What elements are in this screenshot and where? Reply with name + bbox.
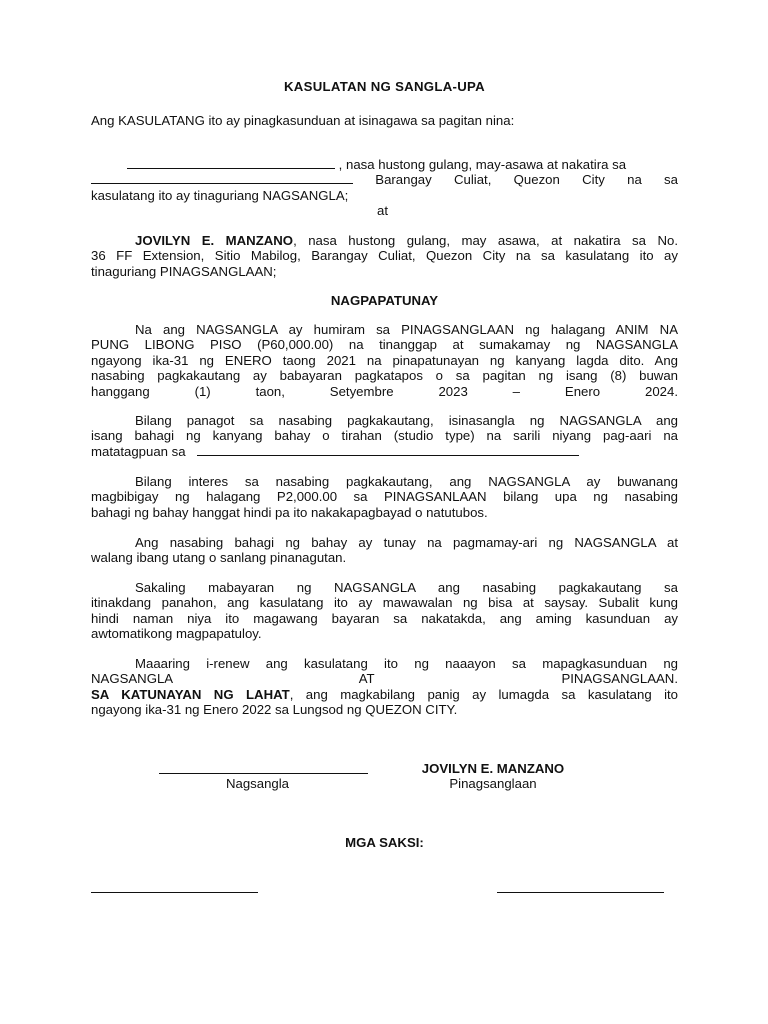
loan-line4: nasabing pagkakautang ay babayaran pagkatapos o sa pagitan ng isang (8) buwan xyxy=(91,368,678,384)
renewal-line4: ngayong ika-31 ng Enero 2022 sa Lungsod ng QUEZON CITY. xyxy=(91,702,458,718)
address-blank-line xyxy=(91,172,353,184)
renewal-paragraph xyxy=(91,656,678,718)
nagsangla-signature-line xyxy=(159,773,368,774)
collateral-line2: isang bahagi ng kanyang bahay o tirahan (studio type) na sarili niyang pag-aari na xyxy=(91,428,678,444)
name-blank-line xyxy=(127,157,335,169)
conjunction-at: at xyxy=(377,203,388,218)
loan-paragraph xyxy=(91,322,678,399)
interest-paragraph xyxy=(91,474,678,520)
party1-paragraph xyxy=(91,157,678,203)
collateral-line1: Bilang panagot sa nasabing pagkakautang, isinasangla ng NAGSANGLA ang xyxy=(135,413,678,428)
loan-line5: hanggang (1) taon, Setyembre 2023 – Enero 2024. xyxy=(91,383,678,399)
interest-line2: magbibigay ng halagang P2,000.00 sa PINAGSANLAAN bilang upa ng nasabing xyxy=(91,489,678,505)
loan-line1: Na ang NAGSANGLA ay humiram sa PINAGSANGLAAN ng halagang ANIM NA xyxy=(135,322,678,337)
termination-paragraph xyxy=(91,580,678,642)
ownership-line1: Ang nasabing bahagi ng bahay ay tunay na pagmamay-ari ng NAGSANGLA at xyxy=(135,535,678,550)
party1-line2: Barangay Culiat, Quezon City na sa xyxy=(91,172,678,187)
witness1-signature-line xyxy=(91,892,258,893)
renewal-line1: Maaaring i-renew ang kasulatang ito ng naaayon sa mapagkasunduan ng xyxy=(135,656,678,671)
witnesses-heading: MGA SAKSI: xyxy=(345,835,424,850)
witness2-signature-line xyxy=(497,892,664,893)
party2-name: JOVILYN E. MANZANO xyxy=(135,233,294,248)
section-heading: NAGPAPATUNAY xyxy=(330,293,439,308)
loan-line2: PUNG LIBONG PISO (P60,000.00) na tinanggap at sumakamay ng NAGSANGLA xyxy=(91,337,678,353)
party2-line1: JOVILYN E. MANZANO, nasa hustong gulang, may asawa, at nakatira sa No. xyxy=(135,233,678,248)
collateral-paragraph xyxy=(91,413,678,459)
party1-line1: , nasa hustong gulang, may-asawa at nakatira sa xyxy=(91,157,678,172)
termination-line1: Sakaling mabayaran ng NAGSANGLA ang nasabing pagkakautang sa xyxy=(135,580,678,595)
intro-paragraph: Ang KASULATANG ito ay pinagkasunduan at isinagawa sa pagitan nina: xyxy=(91,113,515,128)
document-title: KASULATAN NG SANGLA-UPA xyxy=(283,79,486,94)
termination-line2: itinakdang panahon, ang kasulatang ito ay mawawalan ng bisa at saysay. Subalit kung xyxy=(91,595,678,611)
termination-line4: awtomatikong magpapatuloy. xyxy=(91,626,262,642)
ownership-line2: walang ibang utang o sanlang pinanagutan. xyxy=(91,550,347,566)
location-blank-line xyxy=(197,444,579,456)
pinagsanglaan-name: JOVILYN E. MANZANO xyxy=(421,761,565,776)
collateral-line3: matatagpuan sa xyxy=(91,444,678,459)
party1-line3: kasulatang ito ay tinaguriang NAGSANGLA; xyxy=(91,187,349,203)
party2-line2: 36 FF Extension, Sitio Mabilog, Barangay Culiat, Quezon City na sa kasulatang ito ay xyxy=(91,248,678,264)
interest-line1: Bilang interes sa nasabing pagkakautang, ang NAGSANGLA ay buwanang xyxy=(135,474,678,489)
pinagsanglaan-label: Pinagsanglaan xyxy=(449,776,537,791)
termination-line3: hindi naman niya ito magawang bayaran sa nakatakda, ang aming kasunduan ay xyxy=(91,610,678,626)
renewal-line3: SA KATUNAYAN NG LAHAT, ang magkabilang panig ay lumagda sa kasulatang ito xyxy=(91,686,679,702)
party2-paragraph xyxy=(91,233,678,279)
interest-line3: bahagi ng bahay hanggat hindi pa ito nakakapagbayad o natutubos. xyxy=(91,504,488,520)
nagsangla-label: Nagsangla xyxy=(225,776,290,791)
ownership-paragraph xyxy=(91,535,678,566)
loan-line3: ngayong ika-31 ng ENERO taong 2021 na pinapatunayan ng kanyang lagda dito. Ang xyxy=(91,352,678,368)
party2-line3: tinaguriang PINAGSANGLAAN; xyxy=(91,263,277,279)
renewal-line2: NAGSANGLA AT PINAGSANGLAAN. xyxy=(91,671,678,687)
